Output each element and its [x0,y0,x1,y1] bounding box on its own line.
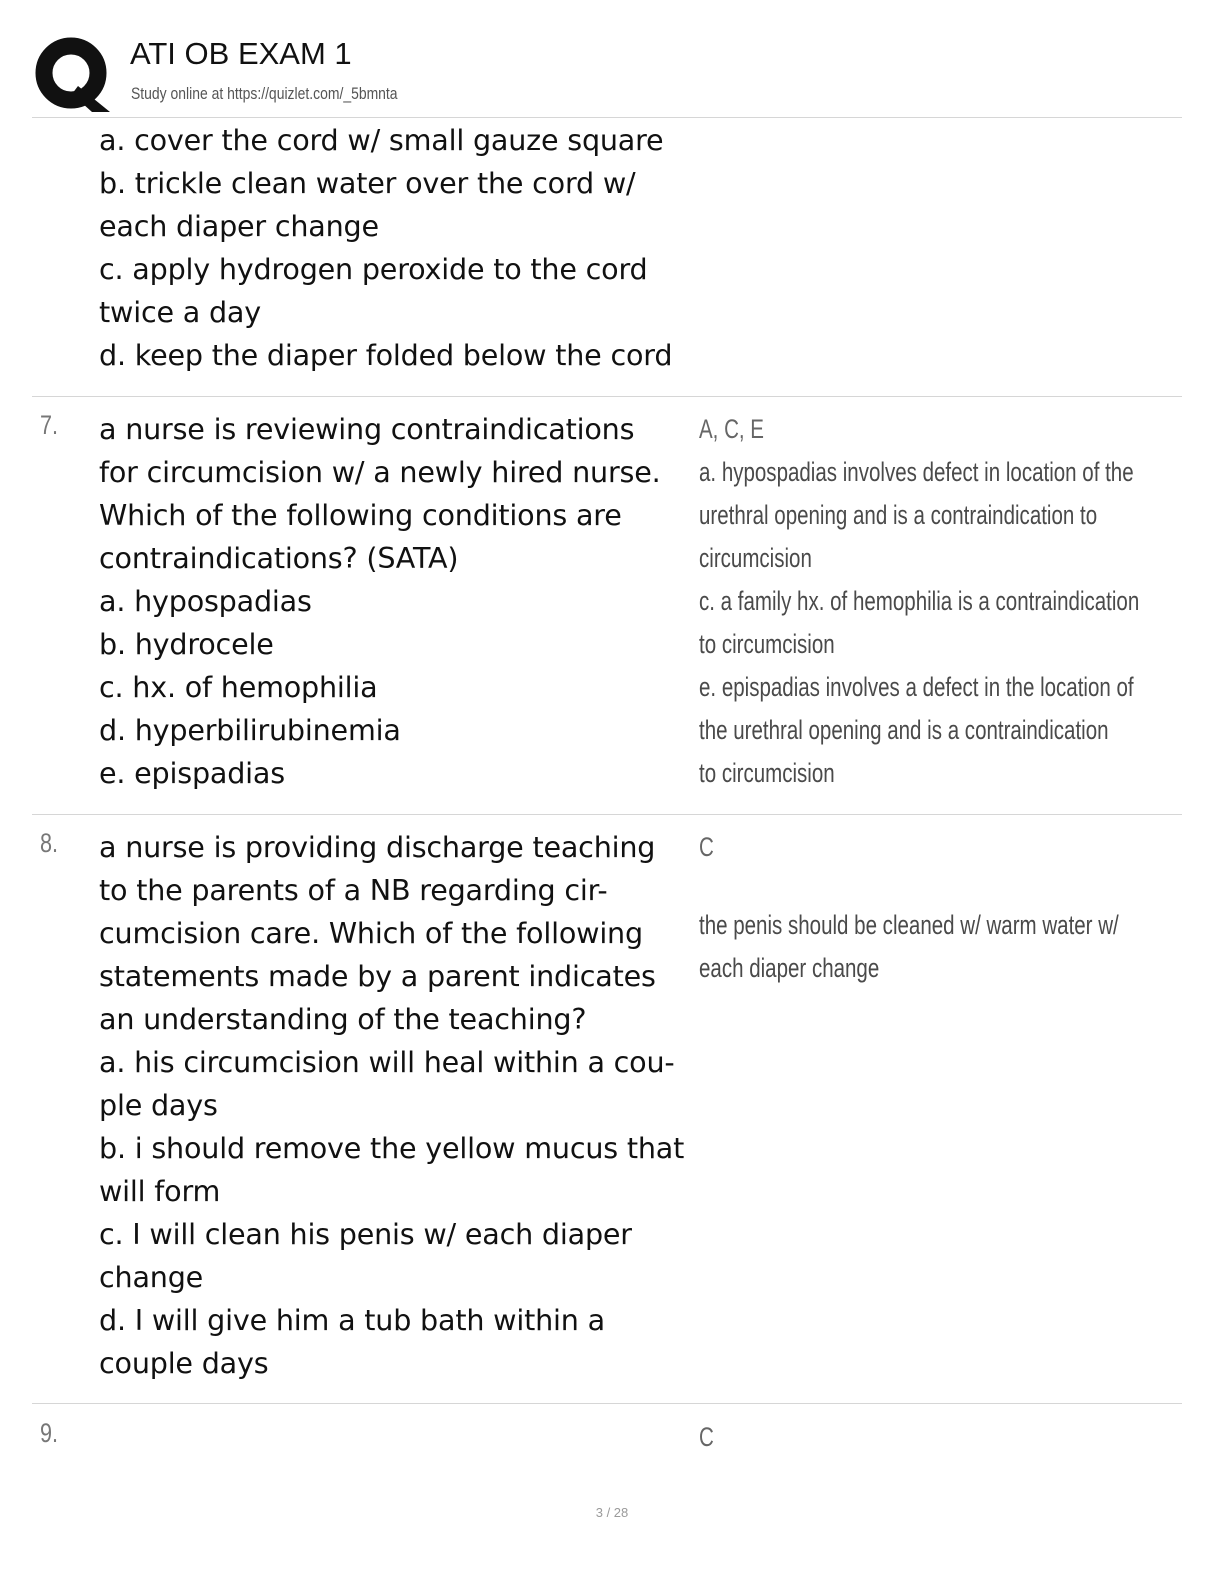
question-9-answer [699,1416,1189,1459]
page-title: ATI OB EXAM 1 [130,36,352,71]
text-line: Which of the following conditions are [99,498,622,532]
answer-letters: C [699,832,714,862]
explanation-line: a. hypospadias involves defect in location of the [699,457,1134,487]
text-line: will form [99,1174,221,1208]
text-line: b. hydrocele [99,627,274,661]
continued-question-text [99,119,694,377]
text-line: contraindications? (SATA) [99,541,459,575]
question-7-answer [699,408,1189,795]
text-line: b. i should remove the yellow mucus that [99,1131,685,1165]
text-line: d. I will give him a tub bath within a [99,1303,605,1337]
explanation-line: each diaper change [699,953,880,983]
explanation-line: the penis should be cleaned w/ warm water w/ [699,910,1119,940]
text-line: b. trickle clean water over the cord w/ [99,166,636,200]
text-line: cumcision care. Which of the following [99,916,643,950]
text-line: c. I will clean his penis w/ each diaper [99,1217,632,1251]
explanation-line: c. a family hx. of hemophilia is a contraindication [699,586,1140,616]
text-line: each diaper change [99,209,379,243]
text-line: a nurse is providing discharge teaching [99,830,656,864]
explanation-line: circumcision [699,543,812,573]
explanation-line: urethral opening and is a contraindication to [699,500,1098,530]
page-header [32,30,1182,116]
page-number: 3 / 28 [595,1505,629,1520]
answer-letters: A, C, E [699,414,765,444]
explanation-line: to circumcision [699,758,835,788]
text-line: d. hyperbilirubinemia [99,713,401,747]
question-number-8: 8. [40,828,59,858]
text-line: e. epispadias [99,756,285,790]
text-line: statements made by a parent indicates [99,959,656,993]
text-line: change [99,1260,204,1294]
text-line: a nurse is reviewing contraindications [99,412,635,446]
text-line: couple days [99,1346,269,1380]
question-8-text [99,826,694,1385]
divider [32,1403,1182,1404]
text-line: a. cover the cord w/ small gauze square [99,123,664,157]
text-line: twice a day [99,295,261,329]
answer-letters: C [699,1422,714,1452]
text-line: d. keep the diaper folded below the cord [99,338,673,372]
divider [32,117,1182,118]
text-line: ple days [99,1088,218,1122]
study-link[interactable]: Study online at https://quizlet.com/_5bmnta [131,84,398,103]
text-line: an understanding of the teaching? [99,1002,587,1036]
text-line: for circumcision w/ a newly hired nurse. [99,455,661,489]
explanation-line: the urethral opening and is a contraindication [699,715,1109,745]
divider [32,396,1182,397]
text-line: c. apply hydrogen peroxide to the cord [99,252,648,286]
divider [32,814,1182,815]
question-number-9: 9. [40,1418,59,1448]
text-line: c. hx. of hemophilia [99,670,378,704]
explanation-line: to circumcision [699,629,835,659]
text-line: a. his circumcision will heal within a cou- [99,1045,675,1079]
explanation-line: e. epispadias involves a defect in the location of [699,672,1134,702]
question-7-text [99,408,694,795]
quizlet-logo-icon [34,36,110,112]
question-number-7: 7. [40,410,59,440]
question-8-explanation [699,904,1189,990]
text-line: a. hypospadias [99,584,312,618]
text-line: to the parents of a NB regarding cir- [99,873,608,907]
question-8-answer [699,826,1189,869]
